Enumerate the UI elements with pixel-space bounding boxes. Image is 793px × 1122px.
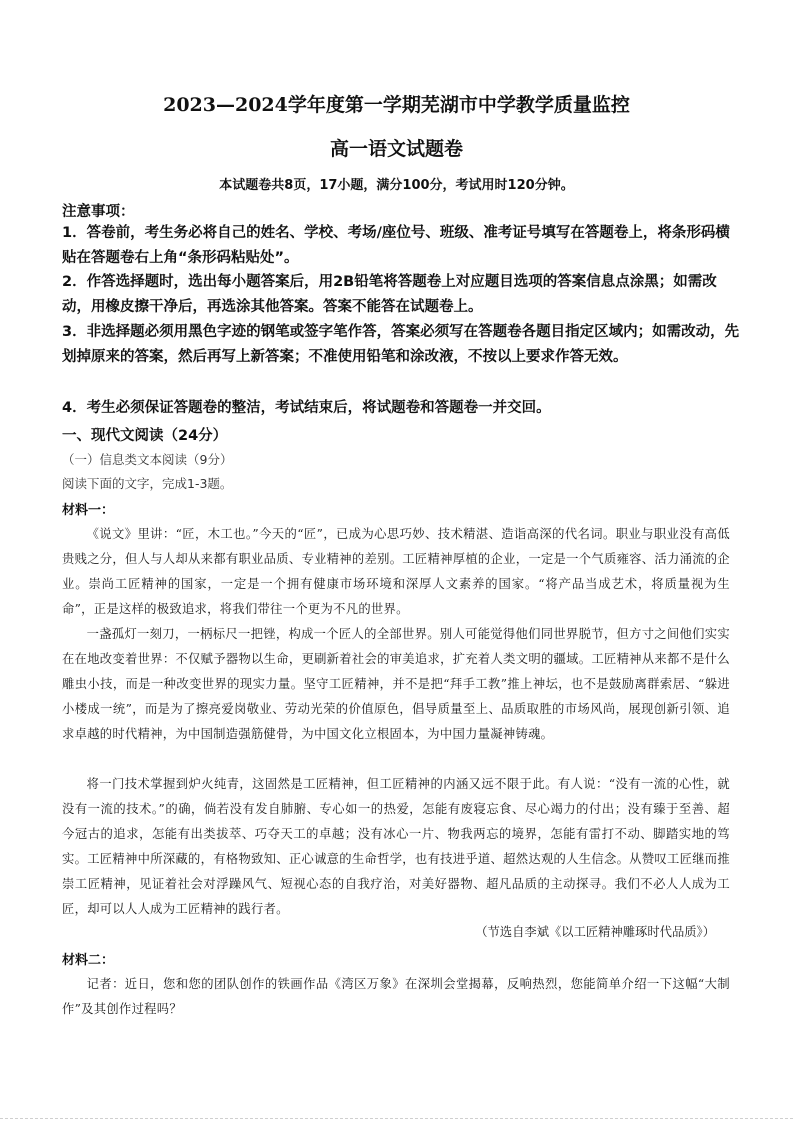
notice-heading: 注意事项： [62, 204, 135, 220]
notice-item-3: 3．非选择题必须用黑色字迹的钢笔或签字笔作答，答案必须写在答题卷各题目指定区域内；如需改动，先划掉原来的答案，然后再写上新答案；不准使用铅笔和涂改液，不按以上要求作答无效。 [62, 324, 740, 365]
section-subtitle: （一）信息类文本阅读（9分） [62, 452, 233, 467]
exam-title: 2023—2024学年度第一学期芜湖市中学教学质量监控 [163, 94, 630, 116]
exam-info: 本试题卷共8页，17小题，满分100分，考试用时120分钟。 [219, 178, 574, 193]
material-1-label: 材料一： [62, 503, 115, 518]
material-1-paragraph-3: 将一门技术掌握到炉火纯青，这固然是工匠精神，但工匠精神的内涵又远不限于此。有人说：“没有一流的心性，就没有一流的技术。”的确，倘若没有发自肺腑、专心如一的热爱，怎能有废寝忘食、尽心竭力的付出；没有臻于至善、超今冠古的追求，怎能有出类拔萃、巧夺天工的卓越；没有冰心一片、物我两忘的境界，怎能有雷打不动、脚踏实地的笃实。工匠精神中所深藏的，有格物致知、正心诚意的生命哲学，也有技进乎道、超然达观的人生信念。从赞叹工匠继而推崇工匠精神，见证着社会对浮躁风气、短视心态的自我疗治，对美好器物、超凡品质的主动探寻。我们不必人人成为工匠，却可以人人成为工匠精神的践行者。 [62, 777, 730, 916]
page-divider [0, 1118, 793, 1119]
exam-subtitle: 高一语文试题卷 [329, 138, 463, 160]
section-title: 一、现代文阅读（24分） [62, 428, 228, 444]
notice-item-1: 1．答卷前，考生务必将自己的姓名、学校、考场/座位号、班级、准考证号填写在答题卷上，将条形码横贴在答题卷右上角“条形码粘贴处”。 [62, 225, 730, 266]
material-1-paragraph-1: 《说文》里讲：“匠，木工也。”今天的“匠”，已成为心思巧妙、技术精湛、造诣高深的代名词。职业与职业没有高低贵贱之分，但人与人却从来都有职业品质、专业精神的差别。工匠精神厚植的企业，一定是一个气质雍容、活力涌流的企业。崇尚工匠精神的国家，一定是一个拥有健康市场环境和深厚人文素养的国家。“将产品当成艺术，将质量视为生命”，正是这样的极致追求，将我们带往一个更为不凡的世界。 [62, 527, 730, 616]
reading-instruction: 阅读下面的文字，完成1-3题。 [62, 476, 233, 491]
notice-item-4: 4．考生必须保证答题卷的整洁，考试结束后，将试题卷和答题卷一并交回。 [62, 400, 551, 416]
material-2-label: 材料二： [62, 953, 115, 968]
material-1-source: （节选自李斌《以工匠精神雕琢时代品质》） [475, 925, 715, 939]
notice-item-2: 2．作答选择题时，选出每小题答案后，用2B铅笔将答题卷上对应题目选项的答案信息点涂黑；如需改动，用橡皮擦干净后，再选涂其他答案。答案不能答在试题卷上。 [62, 274, 717, 315]
material-1-paragraph-2: 一盏孤灯一刻刀，一柄标尺一把锉，构成一个匠人的全部世界。别人可能觉得他们同世界脱节，但方寸之间他们实实在在地改变着世界：不仅赋予器物以生命，更刷新着社会的审美追求，扩充着人类文明的疆域。工匠精神从来都不是什么雕虫小技，而是一种改变世界的现实力量。坚守工匠精神，并不是把“拜手工教”推上神坛，也不是鼓励离群索居、“躲进小楼成一统”，而是为了擦亮爱岗敬业、劳动光荣的价值原色，倡导质量至上、品质取胜的市场风尚，展现创新引领、追求卓越的时代精神，为中国制造强筋健骨，为中国文化立根固本，为中国力量凝神铸魂。 [62, 627, 730, 741]
material-2-paragraph-1: 记者：近日，您和您的团队创作的铁画作品《湾区万象》在深圳会堂揭幕，反响热烈，您能简单介绍一下这幅“大制作”及其创作过程吗？ [62, 977, 730, 1016]
